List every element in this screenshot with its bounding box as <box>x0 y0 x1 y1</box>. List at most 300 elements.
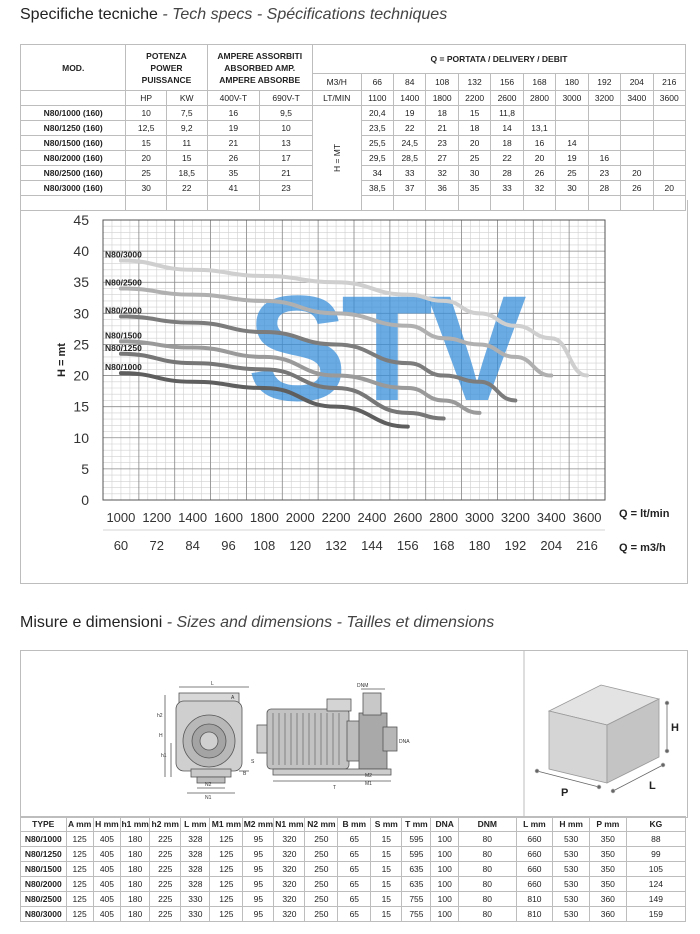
specs-model: N80/3000 (160) <box>21 181 126 196</box>
y-tick-label: 35 <box>73 274 89 291</box>
specs-head-value: 19 <box>394 106 426 121</box>
specs-unit-m3h: M3/H <box>312 74 361 91</box>
dims-value: 180 <box>121 892 150 907</box>
dims-value: 320 <box>274 907 305 922</box>
dims-header: N2 mm <box>305 817 338 832</box>
dims-value: 530 <box>553 892 590 907</box>
dims-value: 530 <box>553 847 590 862</box>
dims-value: 125 <box>66 907 93 922</box>
specs-head-value: 33 <box>491 181 523 196</box>
specs-head-value: 16 <box>523 136 555 151</box>
drawing-label-h2: h2 <box>157 713 163 719</box>
specs-header-power-it: POTENZA <box>146 50 187 61</box>
specs-q-ltmin: 2600 <box>491 91 523 106</box>
specs-q-m3h: 192 <box>588 74 620 91</box>
x-tick-label-ltmin: 2400 <box>357 510 387 525</box>
dims-value: 405 <box>93 907 120 922</box>
dims-value: 95 <box>243 847 274 862</box>
specs-kw: 15 <box>166 151 207 166</box>
dims-value: 350 <box>589 847 626 862</box>
specs-header-amp <box>207 45 312 91</box>
dims-value: 95 <box>243 862 274 877</box>
specs-head-value: 15 <box>458 106 490 121</box>
x-tick-label-ltmin: 3600 <box>572 510 602 525</box>
x-tick-label-m3h: 180 <box>468 538 491 553</box>
dims-value: 80 <box>458 847 516 862</box>
specs-q-m3h: 156 <box>491 74 523 91</box>
x-tick-label-ltmin: 2800 <box>429 510 459 525</box>
specs-head-value: 33 <box>394 166 426 181</box>
specs-a690: 17 <box>260 151 313 166</box>
x-tick-label-m3h: 216 <box>576 538 598 553</box>
y-tick-label: 15 <box>73 398 89 415</box>
specs-hp: 25 <box>126 166 167 181</box>
dims-value: 328 <box>181 832 210 847</box>
dims-value: 320 <box>274 892 305 907</box>
dims-value: 328 <box>181 847 210 862</box>
specs-head-value: 18 <box>491 136 523 151</box>
y-axis-label: H = mt <box>56 343 68 377</box>
dims-value: 360 <box>589 892 626 907</box>
dims-value: 180 <box>121 862 150 877</box>
specs-unit-kw: KW <box>166 91 207 106</box>
x-tick-label-m3h: 96 <box>221 538 236 553</box>
specs-model: N80/2000 (160) <box>21 151 126 166</box>
specs-head-value <box>588 136 620 151</box>
y-tick-label: 10 <box>73 429 89 446</box>
dims-value: 125 <box>210 862 243 877</box>
specs-q-ltmin: 2200 <box>458 91 490 106</box>
y-tick-label: 40 <box>73 243 89 260</box>
specs-hp: 12,5 <box>126 121 167 136</box>
specs-q-m3h: 108 <box>426 74 458 91</box>
dims-row <box>21 862 686 877</box>
specs-head-value <box>653 166 685 181</box>
specs-head-value: 16 <box>588 151 620 166</box>
section-title-specs-sub: - Tech specs - Spécifications techniques <box>162 6 448 23</box>
y-tick-label: 5 <box>81 460 89 477</box>
x-tick-label-m3h: 144 <box>361 538 383 553</box>
curve-label: N80/2000 <box>105 305 142 316</box>
x-tick-label-ltmin: 1800 <box>249 510 279 525</box>
dims-value: 755 <box>402 892 431 907</box>
dims-value: 225 <box>150 907 181 922</box>
pump-side-view <box>257 689 397 781</box>
dims-header: TYPE <box>21 817 67 832</box>
x-tick-label-ltmin: 2600 <box>393 510 423 525</box>
specs-kw: 22 <box>166 181 207 196</box>
drawing-label-a: A <box>231 695 235 701</box>
specs-header-power-en: POWER <box>150 62 183 73</box>
specs-head-value: 13,1 <box>523 121 555 136</box>
dims-value: 80 <box>458 832 516 847</box>
dims-value: 320 <box>274 877 305 892</box>
dims-value: 225 <box>150 877 181 892</box>
dims-value: 80 <box>458 862 516 877</box>
dims-model: N80/2000 <box>21 877 67 892</box>
dims-value: 320 <box>274 847 305 862</box>
x-tick-label-ltmin: 1600 <box>214 510 243 525</box>
pump-drawing-svg <box>21 651 687 817</box>
dimensions-table <box>20 816 686 922</box>
dims-model: N80/1000 <box>21 832 67 847</box>
x-tick-label-ltmin: 2000 <box>285 510 315 525</box>
packaging-box-drawing <box>535 685 669 793</box>
drawing-label-t: T <box>333 785 337 791</box>
dims-value: 100 <box>431 862 458 877</box>
specs-head-value <box>653 136 685 151</box>
specs-head-value: 23 <box>426 136 458 151</box>
specs-head-value <box>621 106 653 121</box>
specs-q-m3h: 180 <box>556 74 588 91</box>
dims-value: 530 <box>553 862 590 877</box>
specs-head-value <box>621 151 653 166</box>
drawing-label-dna: DNA <box>399 739 410 745</box>
x-tick-label-m3h: 108 <box>253 538 276 553</box>
drawing-label-h1: h1 <box>161 753 167 759</box>
dims-value: 100 <box>431 892 458 907</box>
dims-value: 65 <box>338 832 371 847</box>
dims-value: 595 <box>402 832 431 847</box>
dims-value: 15 <box>371 832 402 847</box>
specs-head-value: 38,5 <box>361 181 393 196</box>
specs-q-m3h: 216 <box>653 74 685 91</box>
dims-value: 95 <box>243 892 274 907</box>
dims-row <box>21 892 686 907</box>
specs-head-value: 24,5 <box>394 136 426 151</box>
drawing-label-l: L <box>211 681 214 687</box>
dims-value: 810 <box>516 892 553 907</box>
dims-model: N80/3000 <box>21 907 67 922</box>
specs-header-power-fr: PUISSANCE <box>141 74 192 85</box>
dims-value: 95 <box>243 877 274 892</box>
x-tick-label-m3h: 156 <box>396 538 419 553</box>
dims-value: 80 <box>458 907 516 922</box>
dims-header: T mm <box>402 817 431 832</box>
specs-unit-ltmin: LT/MIN <box>312 91 361 106</box>
dims-value: 635 <box>402 862 431 877</box>
specs-unit-690: 690V-T <box>260 91 313 106</box>
dims-value: 250 <box>305 832 338 847</box>
specs-head-value: 36 <box>426 181 458 196</box>
specs-head-value: 20 <box>458 136 490 151</box>
specs-hp: 30 <box>126 181 167 196</box>
specs-a400: 26 <box>207 151 260 166</box>
curve-label: N80/1500 <box>105 330 142 341</box>
specs-head-value: 18 <box>458 121 490 136</box>
specs-a400: 35 <box>207 166 260 181</box>
section-title-dims-sub: - Sizes and dimensions - Tailles et dimensions <box>166 614 495 631</box>
dims-model: N80/2500 <box>21 892 67 907</box>
x-tick-label-ltmin: 1000 <box>106 510 136 525</box>
specs-head-value: 18 <box>426 106 458 121</box>
specs-q-ltmin: 3400 <box>621 91 653 106</box>
dims-header: S mm <box>371 817 402 832</box>
dims-value: 225 <box>150 892 181 907</box>
dims-value: 65 <box>338 847 371 862</box>
specs-head-value: 32 <box>426 166 458 181</box>
drawing-label-b: B <box>243 771 247 777</box>
specs-header-amp-fr: AMPERE ABSORBE <box>219 74 301 85</box>
dims-value: 328 <box>181 877 210 892</box>
box-label-h: H <box>671 722 679 734</box>
drawing-label-h: H <box>159 733 163 739</box>
x-tick-label-ltmin: 1200 <box>142 510 172 525</box>
dims-value: 350 <box>589 877 626 892</box>
dims-value: 15 <box>371 847 402 862</box>
dims-value: 250 <box>305 907 338 922</box>
dims-value: 65 <box>338 907 371 922</box>
specs-head-value: 30 <box>556 181 588 196</box>
specs-kw: 11 <box>166 136 207 151</box>
dims-value: 320 <box>274 862 305 877</box>
dims-value: 660 <box>516 847 553 862</box>
dims-value: 95 <box>243 832 274 847</box>
y-tick-label: 30 <box>73 305 89 322</box>
dims-value: 88 <box>626 832 685 847</box>
drawing-label-s: S <box>251 759 255 765</box>
specs-q-m3h: 204 <box>621 74 653 91</box>
specs-head-value: 28 <box>491 166 523 181</box>
specs-head-value: 25 <box>458 151 490 166</box>
dims-value: 100 <box>431 877 458 892</box>
dims-value: 180 <box>121 832 150 847</box>
specs-head-value: 20 <box>523 151 555 166</box>
curve-label: N80/2500 <box>105 277 142 288</box>
dims-value: 180 <box>121 907 150 922</box>
dims-value: 80 <box>458 892 516 907</box>
dims-value: 125 <box>210 907 243 922</box>
performance-chart <box>20 200 688 584</box>
x-tick-label-m3h: 120 <box>289 538 312 553</box>
dims-header: M2 mm <box>243 817 274 832</box>
specs-head-value: 35 <box>458 181 490 196</box>
dims-value: 180 <box>121 877 150 892</box>
box-label-l: L <box>649 780 656 792</box>
dims-value: 149 <box>626 892 685 907</box>
dims-value: 595 <box>402 847 431 862</box>
specs-a400: 16 <box>207 106 260 121</box>
dims-value: 360 <box>589 907 626 922</box>
dims-header: h2 mm <box>150 817 181 832</box>
dims-value: 125 <box>66 877 93 892</box>
watermark-stv: STV <box>247 264 521 432</box>
dims-header: H mm <box>93 817 120 832</box>
specs-q-ltmin: 3000 <box>556 91 588 106</box>
drawing-label-m1: M1 <box>365 781 372 787</box>
specs-header-power <box>126 45 207 91</box>
drawing-label-n1: N1 <box>205 795 212 801</box>
specs-head-value <box>653 106 685 121</box>
dims-value: 755 <box>402 907 431 922</box>
x-tick-label-ltmin: 1400 <box>178 510 208 525</box>
dims-value: 225 <box>150 847 181 862</box>
x-tick-label-m3h: 72 <box>149 538 165 553</box>
dims-value: 15 <box>371 892 402 907</box>
specs-head-value: 28,5 <box>394 151 426 166</box>
dims-header: h1 mm <box>121 817 150 832</box>
specs-head-value <box>556 121 588 136</box>
specs-head-value: 29,5 <box>361 151 393 166</box>
dims-model: N80/1250 <box>21 847 67 862</box>
dims-value: 125 <box>66 892 93 907</box>
x-tick-label-m3h: 132 <box>325 538 347 553</box>
specs-head-value <box>653 121 685 136</box>
specs-unit-400: 400V-T <box>207 91 260 106</box>
specs-q-ltmin: 1100 <box>361 91 393 106</box>
specs-head-value: 20,4 <box>361 106 393 121</box>
dims-row <box>21 832 686 847</box>
specs-a690: 23 <box>260 181 313 196</box>
specs-head-value <box>556 106 588 121</box>
specs-kw: 18,5 <box>166 166 207 181</box>
specs-h-label <box>312 106 361 211</box>
specs-a400: 21 <box>207 136 260 151</box>
x-axis-label-m3h: Q = m3/h <box>619 542 666 554</box>
dims-value: 250 <box>305 847 338 862</box>
x-tick-label-ltmin: 3200 <box>500 510 530 525</box>
dims-header: DNM <box>458 817 516 832</box>
dims-value: 660 <box>516 877 553 892</box>
specs-head-value: 26 <box>523 166 555 181</box>
drawing-label-dnm: DNM <box>357 683 369 689</box>
specs-model: N80/1000 (160) <box>21 106 126 121</box>
specs-head-value: 34 <box>361 166 393 181</box>
section-title-dims <box>20 614 494 632</box>
specs-head-value: 37 <box>394 181 426 196</box>
specs-head-value: 23 <box>588 166 620 181</box>
x-tick-label-ltmin: 2200 <box>321 510 351 525</box>
dims-header: B mm <box>338 817 371 832</box>
specs-a690: 9,5 <box>260 106 313 121</box>
dims-value: 328 <box>181 862 210 877</box>
specs-head-value: 21 <box>426 121 458 136</box>
dims-row <box>21 847 686 862</box>
specs-head-value: 23,5 <box>361 121 393 136</box>
dims-value: 99 <box>626 847 685 862</box>
dims-value: 405 <box>93 892 120 907</box>
specs-kw: 7,5 <box>166 106 207 121</box>
dims-value: 65 <box>338 862 371 877</box>
y-tick-label: 25 <box>73 336 89 353</box>
specs-table <box>20 44 686 211</box>
specs-q-m3h: 132 <box>458 74 490 91</box>
dims-header: L mm <box>181 817 210 832</box>
dims-value: 350 <box>589 862 626 877</box>
specs-head-value: 19 <box>556 151 588 166</box>
specs-head-value <box>621 121 653 136</box>
specs-q-ltmin: 3200 <box>588 91 620 106</box>
specs-header-q: Q = PORTATA / DELIVERY / DEBIT <box>312 45 685 74</box>
dims-row <box>21 907 686 922</box>
dims-value: 124 <box>626 877 685 892</box>
box-label-p: P <box>561 787 569 799</box>
dims-value: 125 <box>66 847 93 862</box>
dims-value: 80 <box>458 877 516 892</box>
dims-header: L mm <box>516 817 553 832</box>
dims-value: 250 <box>305 877 338 892</box>
dimension-drawings <box>20 650 688 818</box>
drawing-label-m2: M2 <box>365 773 372 779</box>
x-tick-label-m3h: 60 <box>113 538 129 553</box>
specs-model: N80/2500 (160) <box>21 166 126 181</box>
dims-value: 105 <box>626 862 685 877</box>
specs-q-m3h: 66 <box>361 74 393 91</box>
specs-q-ltmin: 1800 <box>426 91 458 106</box>
dims-value: 635 <box>402 877 431 892</box>
dims-row <box>21 877 686 892</box>
specs-unit-hp: HP <box>126 91 167 106</box>
specs-head-value: 28 <box>588 181 620 196</box>
drawing-label-n2: N2 <box>205 782 212 788</box>
dims-model: N80/1500 <box>21 862 67 877</box>
dims-value: 125 <box>66 832 93 847</box>
dims-value: 250 <box>305 862 338 877</box>
specs-head-value <box>588 106 620 121</box>
dims-value: 530 <box>553 907 590 922</box>
performance-chart-svg <box>21 200 687 583</box>
dims-header: DNA <box>431 817 458 832</box>
specs-head-value: 11,8 <box>491 106 523 121</box>
dims-value: 65 <box>338 877 371 892</box>
specs-q-m3h: 168 <box>523 74 555 91</box>
x-tick-label-m3h: 168 <box>432 538 455 553</box>
y-tick-label: 0 <box>81 492 89 508</box>
dims-value: 530 <box>553 832 590 847</box>
specs-h-label-text: H = MT <box>331 143 342 173</box>
specs-head-value <box>621 136 653 151</box>
specs-header-mod-blank <box>21 91 126 106</box>
x-tick-label-m3h: 204 <box>540 538 563 553</box>
dims-value: 225 <box>150 862 181 877</box>
specs-a400: 41 <box>207 181 260 196</box>
specs-q-m3h: 84 <box>394 74 426 91</box>
dims-header: H mm <box>553 817 590 832</box>
x-tick-label-m3h: 192 <box>504 538 527 553</box>
curve-label: N80/1000 <box>105 362 142 373</box>
dims-value: 125 <box>66 862 93 877</box>
specs-header-mod: MOD. <box>21 45 126 91</box>
dims-value: 660 <box>516 862 553 877</box>
specs-head-value: 26 <box>621 181 653 196</box>
dims-value: 125 <box>210 892 243 907</box>
curve-label: N80/3000 <box>105 249 142 260</box>
dims-value: 15 <box>371 877 402 892</box>
specs-head-value: 25,5 <box>361 136 393 151</box>
dims-value: 100 <box>431 907 458 922</box>
dims-value: 405 <box>93 847 120 862</box>
y-tick-label: 20 <box>73 367 89 384</box>
specs-a690: 10 <box>260 121 313 136</box>
specs-head-value <box>588 121 620 136</box>
x-tick-label-m3h: 84 <box>185 538 200 553</box>
dims-value: 15 <box>371 862 402 877</box>
specs-head-value <box>653 151 685 166</box>
specs-hp: 20 <box>126 151 167 166</box>
x-axis-label-ltmin: Q = lt/min <box>619 508 670 520</box>
dims-header: KG <box>626 817 685 832</box>
dims-value: 225 <box>150 832 181 847</box>
dims-value: 125 <box>210 832 243 847</box>
dims-value: 405 <box>93 862 120 877</box>
specs-head-value: 25 <box>556 166 588 181</box>
dims-value: 100 <box>431 847 458 862</box>
specs-q-ltmin: 2800 <box>523 91 555 106</box>
x-tick-label-ltmin: 3000 <box>465 510 494 525</box>
dims-value: 320 <box>274 832 305 847</box>
specs-hp: 15 <box>126 136 167 151</box>
y-tick-label: 45 <box>73 212 89 228</box>
